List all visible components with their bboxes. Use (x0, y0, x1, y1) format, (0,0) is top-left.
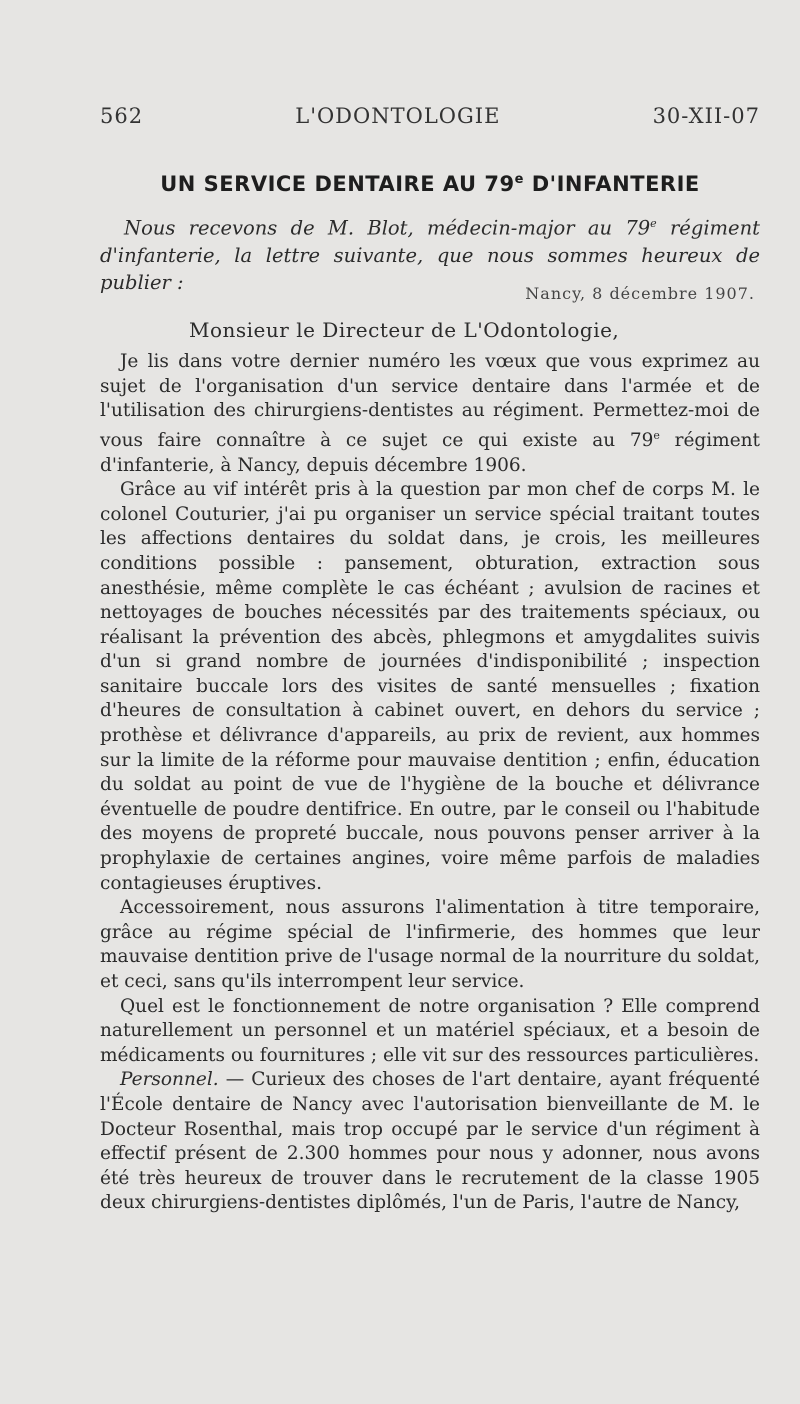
p1-suffix: e (653, 428, 660, 442)
issue-date: 30-XII-07 (652, 104, 760, 128)
running-header (100, 104, 760, 128)
p1-after: régiment d'infanterie, à Nancy, depuis décembre 1906. (100, 429, 760, 476)
paragraph-5 (100, 1068, 760, 1216)
letter-salutation: Monsieur le Directeur de L'Odontologie, (189, 318, 620, 342)
p5-text: — Curieux des choses de l'art dentaire, ayant fréquenté l'École dentaire de Nancy avec l'autorisation bienveillante de M. le Docteur Rosenthal, mais trop occupé par le service d'un régiment à effectif présent de 2.300 hommes pour nous y adonner, nous avons été très heureux de trouver dans le recrutement de la classe 1905 deux chirurgiens-dentistes diplômés, l'un de Paris, l'autre de Nancy, (100, 1069, 760, 1214)
title-main: UN SERVICE DENTAIRE AU 79 (160, 172, 515, 196)
paragraph-4: Quel est le fonctionnement de notre organisation ? Elle comprend naturellement un personnel et un matériel spéciaux, et a besoin de médicaments ou fournitures ; elle vit sur des ressources particulières. (100, 995, 760, 1066)
intro-before: Nous recevons de M. Blot, médecin-major au 79 (124, 216, 651, 240)
article-title (100, 172, 760, 196)
paragraph-3: Accessoirement, nous assurons l'alimentation à titre temporaire, grâce au régime spécial de l'infirmerie, des hommes que leur mauvaise dentition prive de l'usage normal de la nourriture du soldat, et ceci, sans qu'ils interrompent leur service. (100, 897, 760, 992)
letter-body (100, 350, 760, 1216)
intro-after: régiment d'infanterie, la lettre suivante, que nous sommes heureux de publier : (100, 216, 760, 294)
title-ordinal-suffix: e (514, 172, 524, 187)
intro-suffix: e (650, 217, 657, 230)
p5-label: Personnel. (120, 1069, 219, 1091)
title-rest: D'INFANTERIE (523, 172, 700, 196)
journal-name: L'ODONTOLOGIE (295, 104, 501, 128)
editorial-intro (100, 210, 760, 296)
paragraph-2: Grâce au vif intérêt pris à la question par mon chef de corps M. le colonel Couturier, j'ai pu organiser un service spécial traitant toutes les affections dentaires du soldat dans, je crois, les meilleures conditions possible : pansement, obturation, extraction sous anesthésie, même complète le cas échéant ; avulsion de racines et nettoyages de bouches nécessités par des traitements spéciaux, ou réalisant la prévention des abcès, phlegmons et amygdalites suivis d'un si grand nombre de journées d'indisponibilité ; inspection sanitaire buccale lors des visites de santé mensuelles ; fixation d'heures de consultation à cabinet ouvert, en dehors du service ; prothèse et délivrance d'appareils, au prix de revient, aux hommes sur la limite de la réforme pour mauvaise dentition ; enfin, éducation du soldat au point de vue de l'hygiène de la bouche et délivrance éventuelle de poudre dentifrice. En outre, par le conseil ou l'habitude des moyens de propreté buccale, nous pouvons penser arriver à la prophylaxie de certaines angines, voire même parfois de maladies contagieuses éruptives. (100, 479, 760, 894)
paragraph-1 (100, 350, 760, 478)
p1-before: Je lis dans votre dernier numéro les vœux que vous exprimez au sujet de l'organisation d'un service dentaire dans l'armée et de l'utilisation des chirurgiens-dentistes au régiment. Permettez-moi de vous faire connaître à ce sujet ce qui existe au 79 (100, 351, 760, 451)
letter-dateline: Nancy, 8 décembre 1907. (525, 284, 755, 303)
page-number: 562 (100, 104, 144, 128)
